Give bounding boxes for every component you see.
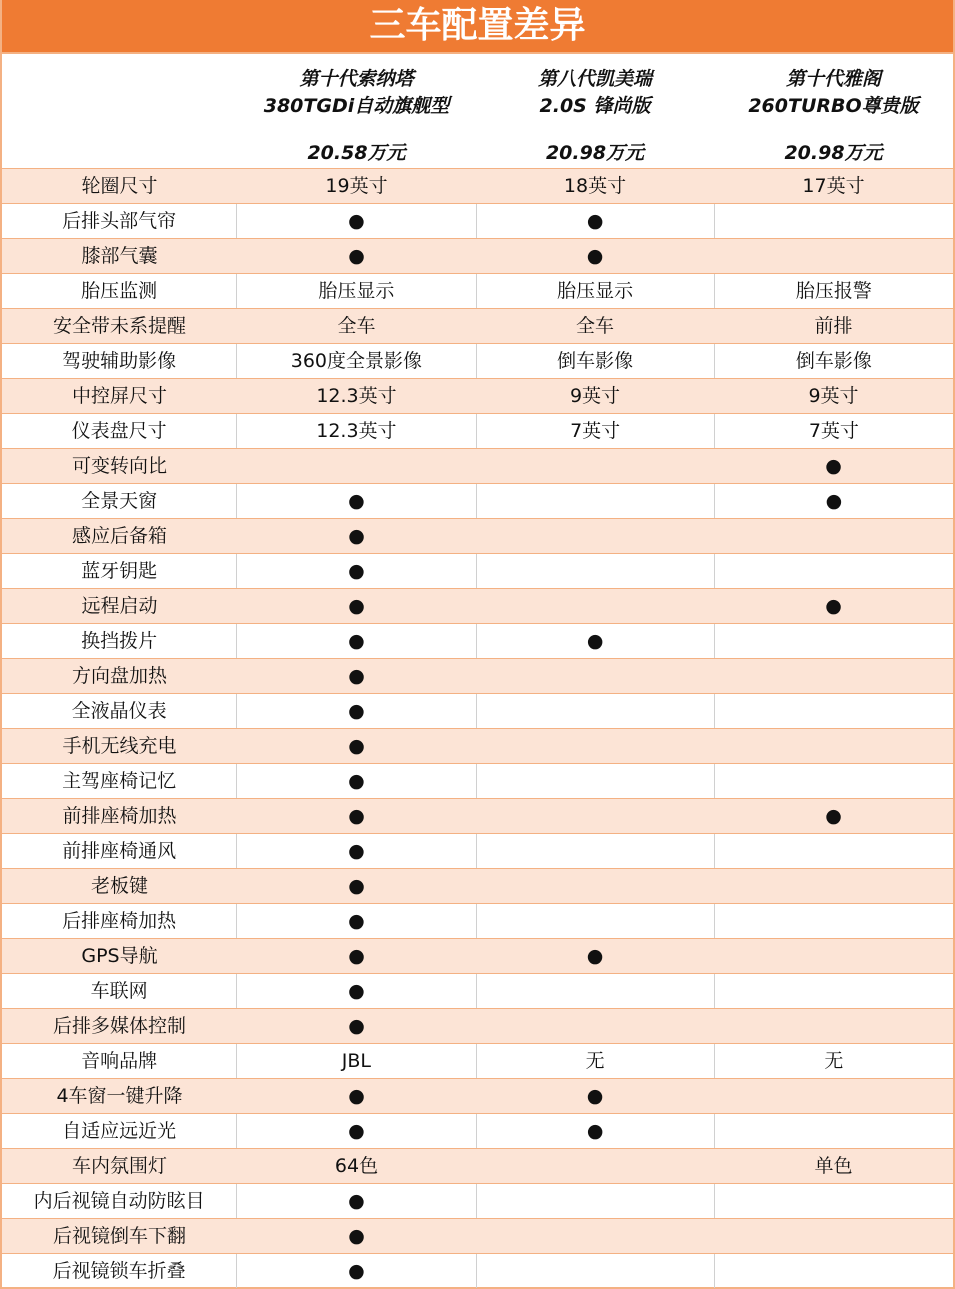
feature-value: ● [236,1114,475,1148]
table-row [2,694,953,729]
feature-value: 倒车影像 [714,344,953,378]
table-row [2,624,953,659]
table-row [2,1009,953,1044]
car-name: 第八代凯美瑞 [537,68,652,90]
table-row [2,589,953,624]
feature-value [714,974,953,1008]
feature-value: 12.3英寸 [236,414,475,448]
car-price: 20.58万元 [307,142,406,164]
feature-value [714,519,953,553]
car-price: 20.98万元 [784,142,883,164]
feature-label: 4车窗一键升降 [56,1085,183,1107]
feature-label: 后排多媒体控制 [52,1015,186,1037]
car-trim: 2.0S 锋尚版 [539,95,651,117]
table-row [2,344,953,379]
table-row [2,449,953,484]
table-row [2,204,953,239]
table-row [2,309,953,344]
feature-value: 前排 [814,315,853,337]
feature-label: 后排头部气帘 [62,210,177,232]
feature-label: 安全带未系提醒 [52,315,186,337]
feature-label: 换挡拨片 [81,630,158,652]
feature-value [714,764,953,798]
car-name: 第十代索纳塔 [299,68,414,90]
feature-value: 17英寸 [802,175,865,197]
feature-value [476,1219,714,1253]
feature-value: 18英寸 [563,175,627,197]
feature-label: 自适应远近光 [62,1120,177,1142]
feature-label: 轮圈尺寸 [81,175,158,197]
feature-value: ● [236,694,475,728]
feature-label: 膝部气囊 [81,245,158,267]
table-row [2,554,953,589]
table-row [2,484,953,519]
feature-value: 19英寸 [325,175,388,197]
feature-value: ● [476,624,714,658]
feature-value: ● [236,1254,475,1288]
feature-label: 仪表盘尺寸 [71,420,167,442]
feature-value [476,659,714,693]
feature-value [476,764,714,798]
header-empty-cell [2,54,237,168]
feature-label: GPS导航 [81,945,158,967]
feature-label: 音响品牌 [81,1050,158,1072]
feature-label: 前排座椅加热 [62,805,177,827]
feature-value [714,904,953,938]
feature-value: 无 [476,1044,714,1078]
feature-value: JBL [236,1044,475,1078]
feature-value: 倒车影像 [476,344,714,378]
table-row [2,1079,953,1114]
feature-value: ● [825,805,842,827]
feature-label: 主驾座椅记忆 [62,770,177,792]
feature-value [476,1184,714,1218]
feature-value [714,869,953,903]
feature-value: ● [476,1114,714,1148]
table-row [2,274,953,309]
feature-value [476,834,714,868]
feature-value: 7英寸 [714,414,953,448]
car-trim: 380TGDi自动旗舰型 [263,95,450,117]
feature-value [476,1009,714,1043]
feature-value [714,1079,953,1113]
feature-value [714,1219,953,1253]
header-car-3 [714,54,953,168]
table-row [2,1114,953,1149]
feature-value: ● [348,525,365,547]
feature-value: ● [348,735,365,757]
feature-value: 9英寸 [569,385,621,407]
feature-value: ● [348,245,365,267]
table-row [2,659,953,694]
feature-value [714,729,953,763]
feature-label: 老板键 [90,875,148,897]
feature-value: ● [714,484,953,518]
feature-label: 全液晶仪表 [71,700,167,722]
feature-value: ● [476,204,714,238]
feature-value: 360度全景影像 [236,344,475,378]
feature-label: 感应后备箱 [71,525,167,547]
table-row [2,414,953,449]
table-row [2,729,953,764]
feature-value [714,659,953,693]
feature-value [476,1149,714,1183]
feature-value: ● [236,484,475,518]
table-title: 三车配置差异 [2,0,953,54]
feature-label: 车内氛围灯 [71,1155,167,1177]
feature-label: 后视镜倒车下翻 [52,1225,186,1247]
feature-value [714,239,953,273]
feature-value: 胎压报警 [714,274,953,308]
table-row [2,239,953,274]
feature-value [476,729,714,763]
feature-value [476,974,714,1008]
table-body [2,169,953,1289]
feature-value: 胎压显示 [476,274,714,308]
feature-value [714,554,953,588]
table-row [2,974,953,1009]
feature-value: 无 [714,1044,953,1078]
feature-value [714,1254,953,1288]
feature-label: 内后视镜自动防眩目 [33,1190,205,1212]
feature-value: 全车 [575,315,614,337]
feature-value: 12.3英寸 [316,385,397,407]
feature-label: 前排座椅通风 [62,840,177,862]
table-row [2,1254,953,1289]
feature-label: 后视镜锁车折叠 [52,1260,186,1282]
header-car-1 [237,54,476,168]
car-price: 20.98万元 [545,142,645,164]
feature-value [476,589,714,623]
feature-value: ● [348,665,365,687]
feature-value: 胎压显示 [236,274,475,308]
feature-value: ● [236,1184,475,1218]
feature-value [714,624,953,658]
feature-value [714,1184,953,1218]
feature-value [476,449,714,483]
feature-value: ● [236,904,475,938]
feature-value [714,1009,953,1043]
feature-label: 胎压监测 [81,280,158,302]
feature-label: 驾驶辅助影像 [62,350,177,372]
feature-label: 可变转向比 [71,455,167,477]
feature-value: ● [236,834,475,868]
feature-value: 7英寸 [476,414,714,448]
table-row [2,1184,953,1219]
feature-value [714,694,953,728]
feature-value: ● [348,595,365,617]
feature-value [476,694,714,728]
car-trim: 260TURBO尊贵版 [748,95,919,117]
feature-value: ● [348,945,365,967]
feature-label: 全景天窗 [81,490,158,512]
feature-value: ● [348,875,365,897]
feature-label: 蓝牙钥匙 [81,560,158,582]
feature-value: ● [586,1085,604,1107]
table-row [2,939,953,974]
header-car-2 [476,54,714,168]
table-row [2,169,953,204]
feature-label: 车联网 [90,980,148,1002]
feature-value: ● [825,595,842,617]
feature-value: ● [236,204,475,238]
header-row [2,54,953,169]
feature-value: ● [348,1225,365,1247]
feature-value [714,834,953,868]
table-row [2,869,953,904]
feature-value [476,519,714,553]
car-name: 第十代雅阁 [785,68,881,90]
table-row [2,1219,953,1254]
feature-value: ● [586,245,604,267]
feature-label: 后排座椅加热 [62,910,177,932]
feature-value: ● [348,1085,365,1107]
feature-value: 9英寸 [808,385,859,407]
feature-label: 远程启动 [81,595,158,617]
feature-value: ● [236,554,475,588]
table-row [2,1149,953,1184]
feature-value [476,484,714,518]
feature-value: ● [236,974,475,1008]
feature-value: 64色 [334,1155,379,1177]
feature-label: 手机无线充电 [62,735,177,757]
feature-value: 单色 [814,1155,853,1177]
feature-value [476,1254,714,1288]
feature-label: 方向盘加热 [71,665,167,687]
table-row [2,799,953,834]
feature-value: 全车 [337,315,376,337]
table-row [2,519,953,554]
feature-value: ● [236,764,475,798]
feature-value: ● [348,1015,365,1037]
feature-value [237,449,476,483]
feature-value: ● [586,945,604,967]
feature-value [476,799,714,833]
feature-value [714,939,953,973]
feature-value: ● [825,455,842,477]
feature-value: ● [236,624,475,658]
table-row [2,904,953,939]
table-row [2,834,953,869]
feature-value [714,204,953,238]
table-row [2,764,953,799]
table-row [2,1044,953,1079]
feature-value [714,1114,953,1148]
feature-value [476,554,714,588]
feature-value: ● [348,805,365,827]
feature-label: 中控屏尺寸 [71,385,167,407]
feature-value [476,869,714,903]
feature-value [476,904,714,938]
table-row [2,379,953,414]
